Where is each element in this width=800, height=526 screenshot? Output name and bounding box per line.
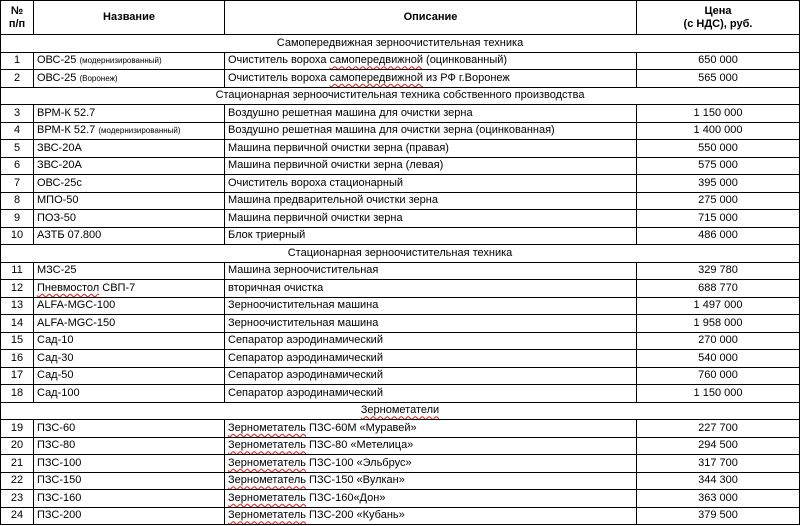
table-row bbox=[1, 315, 800, 333]
section-row bbox=[1, 87, 800, 105]
row-number: 2 bbox=[1, 70, 34, 88]
row-name: МЗС-25 bbox=[37, 264, 77, 277]
row-price: 1 497 000 bbox=[637, 297, 800, 315]
table-row bbox=[1, 367, 800, 385]
row-name-cell bbox=[34, 385, 225, 403]
row-number: 10 bbox=[1, 227, 34, 245]
row-price: 379 500 bbox=[637, 507, 800, 525]
table-row bbox=[1, 490, 800, 508]
row-number: 20 bbox=[1, 437, 34, 455]
row-price: 227 700 bbox=[637, 420, 800, 438]
row-description: Зернометатель ПЗС-60М «Муравей» bbox=[225, 420, 637, 438]
section-row bbox=[1, 35, 800, 53]
table-row bbox=[1, 52, 800, 70]
row-number: 4 bbox=[1, 122, 34, 140]
row-price: 275 000 bbox=[637, 192, 800, 210]
row-number: 7 bbox=[1, 175, 34, 193]
row-name: ОВС-25с bbox=[37, 176, 82, 189]
header-num-line1: № bbox=[10, 4, 24, 17]
row-description: Зернометатель ПЗС-100 «Эльбрус» bbox=[225, 455, 637, 473]
row-name-note: (Воронеж) bbox=[79, 73, 118, 83]
row-price: 363 000 bbox=[637, 490, 800, 508]
table-row bbox=[1, 175, 800, 193]
section-title: Стационарная зерноочистительная техника bbox=[1, 245, 800, 263]
row-description: Зернометатель ПЗС-160«Дон» bbox=[225, 490, 637, 508]
row-name: МПО-50 bbox=[37, 194, 79, 207]
row-description: Сепаратор аэродинамический bbox=[225, 385, 637, 403]
table-body bbox=[1, 35, 800, 525]
table-row bbox=[1, 297, 800, 315]
row-name-cell bbox=[34, 52, 225, 70]
row-price: 688 770 bbox=[637, 280, 800, 298]
table-row bbox=[1, 70, 800, 88]
row-name-cell bbox=[34, 315, 225, 333]
row-number: 6 bbox=[1, 157, 34, 175]
row-number: 21 bbox=[1, 455, 34, 473]
row-description: Сепаратор аэродинамический bbox=[225, 332, 637, 350]
row-name: ПЗС-200 bbox=[37, 509, 82, 522]
row-price: 395 000 bbox=[637, 175, 800, 193]
row-name: Сад-30 bbox=[37, 351, 74, 364]
row-name: ПЗС-160 bbox=[37, 491, 82, 504]
row-description: Блок триерный bbox=[225, 227, 637, 245]
row-number: 11 bbox=[1, 262, 34, 280]
header-price bbox=[637, 1, 800, 35]
row-description: Зерноочистительная машина bbox=[225, 297, 637, 315]
table-row bbox=[1, 210, 800, 228]
row-price: 317 700 bbox=[637, 455, 800, 473]
row-description: Зернометатель ПЗС-200 «Кубань» bbox=[225, 507, 637, 525]
row-number: 8 bbox=[1, 192, 34, 210]
table-row bbox=[1, 122, 800, 140]
row-number: 5 bbox=[1, 140, 34, 158]
row-number: 17 bbox=[1, 367, 34, 385]
row-number: 13 bbox=[1, 297, 34, 315]
row-number: 24 bbox=[1, 507, 34, 525]
row-price: 294 500 bbox=[637, 437, 800, 455]
row-name: ВРМ-К 52.7 bbox=[37, 124, 96, 137]
row-number: 22 bbox=[1, 472, 34, 490]
row-price: 344 300 bbox=[637, 472, 800, 490]
row-name-cell bbox=[34, 420, 225, 438]
table-row bbox=[1, 227, 800, 245]
row-description: Машина первичной очистки зерна bbox=[225, 210, 637, 228]
row-description: Машина первичной очистки зерна (левая) bbox=[225, 157, 637, 175]
row-price: 540 000 bbox=[637, 350, 800, 368]
row-number: 1 bbox=[1, 52, 34, 70]
header-price-line1: Цена bbox=[704, 4, 732, 17]
row-name-cell bbox=[34, 437, 225, 455]
row-name-cell bbox=[34, 507, 225, 525]
row-name-cell bbox=[34, 157, 225, 175]
row-name-cell bbox=[34, 350, 225, 368]
row-price: 329 780 bbox=[637, 262, 800, 280]
row-price: 715 000 bbox=[637, 210, 800, 228]
header-name: Название bbox=[34, 1, 225, 35]
row-description: Машина предварительной очистки зерна bbox=[225, 192, 637, 210]
section-title: Зернометатели bbox=[1, 402, 800, 420]
row-name: ПЗС-150 bbox=[37, 474, 82, 487]
row-name: ПЗС-60 bbox=[37, 421, 76, 434]
row-description: Воздушно решетная машина для очистки зерна bbox=[225, 105, 637, 123]
row-description: Зерноочистительная машина bbox=[225, 315, 637, 333]
table-row bbox=[1, 105, 800, 123]
row-description: Зернометатель ПЗС-150 «Вулкан» bbox=[225, 472, 637, 490]
row-name-cell bbox=[34, 332, 225, 350]
row-name: АЗТБ 07.800 bbox=[37, 229, 102, 242]
row-name: Пневмостол СВП-7 bbox=[37, 281, 136, 294]
row-price: 1 150 000 bbox=[637, 385, 800, 403]
table-row bbox=[1, 192, 800, 210]
table-row bbox=[1, 420, 800, 438]
row-name-cell bbox=[34, 280, 225, 298]
row-price: 1 958 000 bbox=[637, 315, 800, 333]
row-name-cell bbox=[34, 140, 225, 158]
row-description: Сепаратор аэродинамический bbox=[225, 367, 637, 385]
row-name: ALFA-MGC-150 bbox=[37, 316, 116, 329]
table-row bbox=[1, 157, 800, 175]
row-price: 575 000 bbox=[637, 157, 800, 175]
row-description: Очиститель вороха самопередвижной (оцинкованный) bbox=[225, 52, 637, 70]
row-description: Сепаратор аэродинамический bbox=[225, 350, 637, 368]
row-description: вторичная очистка bbox=[225, 280, 637, 298]
row-price: 650 000 bbox=[637, 52, 800, 70]
section-row bbox=[1, 402, 800, 420]
section-title: Стационарная зерноочистительная техника собственного производства bbox=[1, 87, 800, 105]
header-description: Описание bbox=[225, 1, 637, 35]
row-description: Воздушно решетная машина для очистки зерна (оцинкованная) bbox=[225, 122, 637, 140]
table-row bbox=[1, 455, 800, 473]
row-name-cell bbox=[34, 367, 225, 385]
table-row bbox=[1, 262, 800, 280]
row-number: 14 bbox=[1, 315, 34, 333]
row-name: ПОЗ-50 bbox=[37, 211, 77, 224]
row-name: ОВС-25 bbox=[37, 71, 77, 84]
header-price-line2: (с НДС), руб. bbox=[683, 17, 753, 30]
row-name: ПЗС-80 bbox=[37, 439, 76, 452]
section-row bbox=[1, 245, 800, 263]
row-name-cell bbox=[34, 262, 225, 280]
row-name: ВРМ-К 52.7 bbox=[37, 106, 96, 119]
row-number: 9 bbox=[1, 210, 34, 228]
row-name-cell bbox=[34, 490, 225, 508]
table-row bbox=[1, 350, 800, 368]
row-description: Зернометатель ПЗС-80 «Метелица» bbox=[225, 437, 637, 455]
table-row bbox=[1, 332, 800, 350]
table-row bbox=[1, 437, 800, 455]
row-name: Сад-50 bbox=[37, 369, 74, 382]
row-name-cell bbox=[34, 122, 225, 140]
row-name: ЗВС-20А bbox=[37, 141, 82, 154]
row-number: 16 bbox=[1, 350, 34, 368]
row-price: 1 150 000 bbox=[637, 105, 800, 123]
row-number: 15 bbox=[1, 332, 34, 350]
row-price: 550 000 bbox=[637, 140, 800, 158]
row-name: Сад-100 bbox=[37, 386, 80, 399]
row-price: 270 000 bbox=[637, 332, 800, 350]
row-name: ОВС-25 bbox=[37, 54, 77, 67]
row-description: Машина первичной очистки зерна (правая) bbox=[225, 140, 637, 158]
header-row bbox=[1, 1, 800, 35]
table-row bbox=[1, 140, 800, 158]
row-price: 1 400 000 bbox=[637, 122, 800, 140]
table-row bbox=[1, 280, 800, 298]
row-name-cell bbox=[34, 227, 225, 245]
row-name-note: (модернизированный) bbox=[98, 126, 181, 136]
row-name: ALFA-MGC-100 bbox=[37, 299, 116, 312]
row-number: 19 bbox=[1, 420, 34, 438]
row-name-cell bbox=[34, 105, 225, 123]
table-row bbox=[1, 472, 800, 490]
row-description: Очиститель вороха самопередвижной из РФ г.Воронеж bbox=[225, 70, 637, 88]
row-price: 486 000 bbox=[637, 227, 800, 245]
row-description: Машина зерноочистительная bbox=[225, 262, 637, 280]
row-name: Сад-10 bbox=[37, 334, 74, 347]
header-num bbox=[1, 1, 34, 35]
row-name: ЗВС-20А bbox=[37, 159, 82, 172]
row-name: ПЗС-100 bbox=[37, 456, 82, 469]
row-name-cell bbox=[34, 472, 225, 490]
row-number: 3 bbox=[1, 105, 34, 123]
row-name-cell bbox=[34, 70, 225, 88]
row-name-cell bbox=[34, 455, 225, 473]
table-row bbox=[1, 385, 800, 403]
row-price: 565 000 bbox=[637, 70, 800, 88]
row-number: 23 bbox=[1, 490, 34, 508]
row-name-cell bbox=[34, 210, 225, 228]
row-description: Очиститель вороха стационарный bbox=[225, 175, 637, 193]
row-name-cell bbox=[34, 192, 225, 210]
header-num-line2: п/п bbox=[8, 17, 26, 30]
row-number: 18 bbox=[1, 385, 34, 403]
row-name-cell bbox=[34, 297, 225, 315]
table-row bbox=[1, 507, 800, 525]
row-name-cell bbox=[34, 175, 225, 193]
row-number: 12 bbox=[1, 280, 34, 298]
section-title: Самопередвижная зерноочистительная техника bbox=[1, 35, 800, 53]
row-name-note: (модернизированный) bbox=[79, 56, 162, 66]
row-price: 760 000 bbox=[637, 367, 800, 385]
